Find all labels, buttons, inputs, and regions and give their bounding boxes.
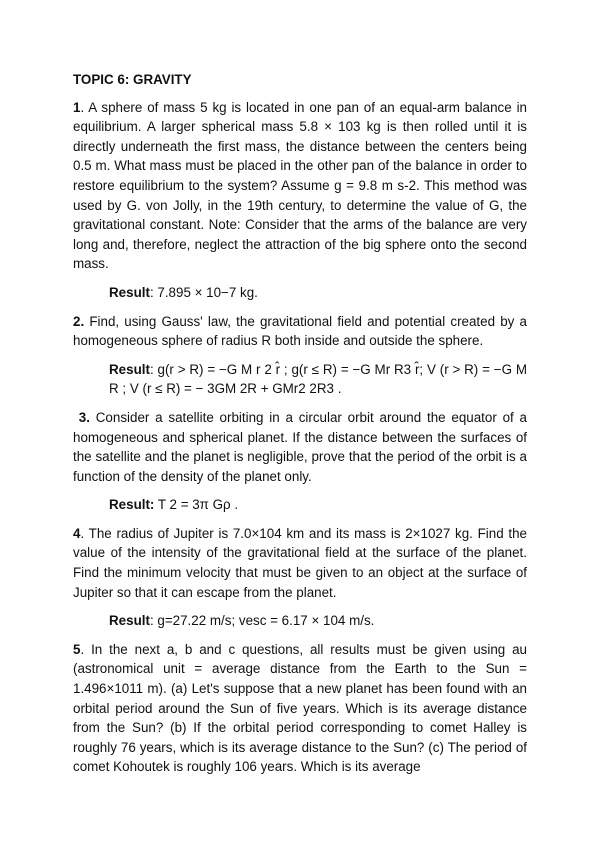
problem-1-text: . A sphere of mass 5 kg is located in one pan of an equal-arm balance in equilibrium. A larger spherical mass 5.8 × 103 kg is then rolled until it is directly underneath the first mass, the distance between the centers being 0.5 m. What mass must be placed in the other pan of the balance in order to restore equilibrium to the system? Assume g = 9.8 m s-2. This method was used by G. von Jolly, in the 19th century, to determine the value of G, the gravitational constant. Note: Consider that the arms of the balance are very long and, therefore, neglect the attraction of the big sphere onto the second mass. — [73, 99, 527, 272]
topic-title: TOPIC 6: GRAVITY — [73, 72, 192, 87]
problem-3-result — [109, 495, 527, 515]
problem-3-result-text: T 2 = 3π Gρ . — [154, 497, 239, 513]
problem-2-number: 2. — [73, 313, 85, 329]
problem-2-result — [109, 360, 527, 399]
document-body — [73, 70, 527, 786]
problem-1-result — [109, 283, 527, 303]
problem-1-number: 1 — [73, 99, 81, 115]
problem-1 — [73, 98, 527, 274]
problem-5 — [73, 640, 527, 777]
problem-2-result-text: : g(r > R) = −G M r 2 r̂ ; g(r ≤ R) = −G Mr R3 r̂; V (r > R) = −G M R ; V (r ≤ R) = − 3GM 2R + GMr2 2R3 . — [109, 361, 527, 397]
problem-3-number: 3. — [78, 409, 90, 425]
problem-2-text: Find, using Gauss' law, the gravitational field and potential created by a homogeneous sphere of radius R both inside and outside the sphere. — [73, 313, 527, 349]
problem-2-result-label: Result — [109, 361, 150, 377]
problem-4-number: 4 — [73, 525, 81, 541]
problem-5-text: . In the next a, b and c questions, all results must be given using au (astronomical unit = average distance from the Earth to the Sun = 1.496×1011 m). (a) Let's suppose that a new planet has been found with an orbital period around the Sun of five years. Which is its average distance from the Sun? (b) If the orbital period corresponding to comet Halley is roughly 76 years, which is its average distance to the Sun? (c) The period of comet Kohoutek is roughly 106 years. Which is its average — [73, 641, 527, 775]
problem-4-result-text: : g=27.22 m/s; vesc = 6.17 × 104 m/s. — [149, 613, 375, 629]
problem-2 — [73, 312, 527, 351]
problem-5-number: 5 — [73, 641, 81, 657]
problem-4-text: . The radius of Jupiter is 7.0×104 km and its mass is 2×1027 kg. Find the value of the intensity of the gravitational field at the surface of the planet. Find the minimum velocity that must be given to an object at the surface of Jupiter so that it can escape from the planet. — [73, 525, 527, 600]
problem-4 — [73, 524, 527, 602]
problem-3-text: Consider a satellite orbiting in a circular orbit around the equator of a homogeneous and spherical planet. If the distance between the surfaces of the satellite and the planet is negligible, prove that the period of the orbit is a function of the density of the planet only. — [73, 409, 527, 484]
problem-3 — [73, 408, 527, 486]
problem-4-result-label: Result — [109, 613, 150, 629]
problem-1-result-label: Result — [109, 284, 150, 300]
problem-3-result-label: Result: — [109, 497, 155, 513]
problem-4-result — [109, 611, 527, 631]
problem-1-result-text: : 7.895 × 10−7 kg. — [149, 284, 258, 300]
